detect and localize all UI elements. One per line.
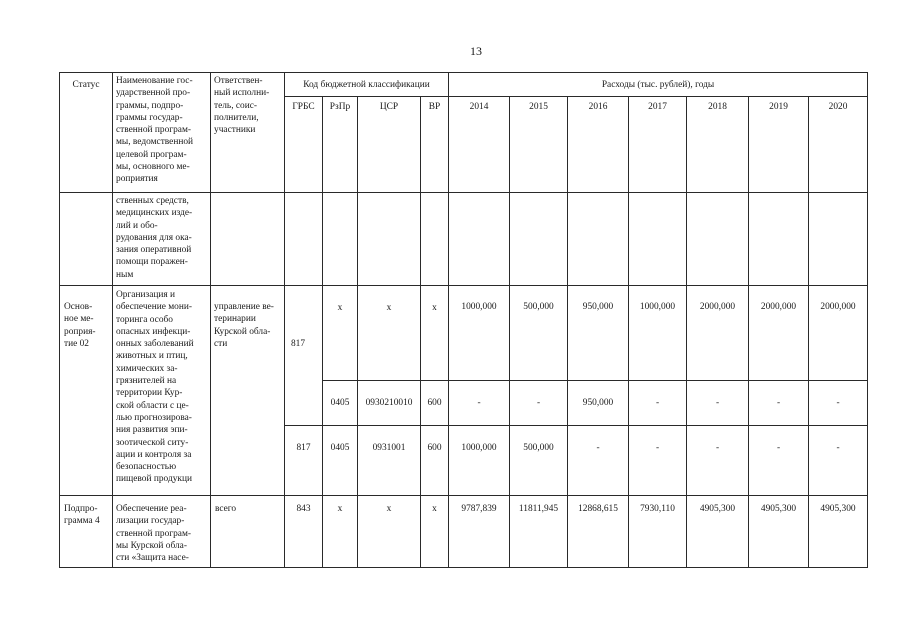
row-divider [59,285,868,286]
table-border-right [867,72,868,568]
col-divider [628,96,629,568]
cell-value: 7930,110 [640,504,675,514]
cell-value: 9787,839 [461,504,497,514]
cell-value: - [655,443,660,453]
cell-value: 12868,615 [578,504,618,514]
subprogram-name: Обеспечение реа- лизации государ- ственной програм- мы Курской обла- сти «Защита насе- [116,504,192,564]
cell-value: 950,000 [582,302,614,312]
cell-grbs: 843 [296,504,311,514]
event-name: Организация и обеспечение мони- торинга особо опасных инфекци- онных заболеваний животных и птиц, химических за- грязнителей на территории Кур- ской области с це- лью прогнозирова- ния развития эпи- зоотической ситу- ации и контроля за безопасностью пищевой продукци [116,290,194,485]
header-year: 2017 [648,102,667,112]
row-divider [59,495,868,496]
header-name: Наименование гос- ударственной про- граммы, подпро- граммы государ- ственной програм- мы, ведомственной целевой програм- мы, основного ме- роприятия [116,76,194,185]
cell-vr: х [432,504,437,514]
cell-vr: 600 [427,443,442,453]
header-year: 2019 [769,102,788,112]
cell-value: - [536,398,541,408]
row-divider [322,380,868,381]
cell-value: 1000,000 [461,302,497,312]
cell-value: 500,000 [523,302,554,312]
page-number: 13 [470,44,482,58]
cell-value: - [596,443,600,453]
header-year: 2018 [708,102,727,112]
cell-csr: х [386,504,392,514]
header-year: 2015 [529,102,548,112]
header-status: Статус [72,80,100,90]
cell-rzpr: х [337,303,343,313]
cell-value: - [776,443,781,453]
col-divider [420,96,421,568]
event-responsible: управление ве- теринарии Курской обла- сти [214,302,274,349]
cell-value: 2000,000 [699,302,736,312]
header-year: 2014 [469,102,489,112]
cell-rzpr: 0405 [330,443,350,453]
continuation-name: ственных средств, медицинских изде- лий и обо- рудования для ока- зания оперативной помощи поражен- ным [116,196,193,280]
header-year: 2016 [588,102,608,112]
table-border-bottom [59,567,868,568]
col-divider [448,72,449,568]
table-border-left [59,72,60,568]
col-divider [567,96,568,568]
col-divider [509,96,510,568]
subprogram-responsible: всего [215,504,237,514]
cell-value: - [836,398,840,408]
header-csr: ЦСР [379,102,399,112]
header-year: 2020 [828,102,848,112]
table-border-top [59,72,868,73]
col-divider [322,96,323,568]
cell-grbs: 817 [296,443,311,453]
cell-csr: 0930210010 [365,398,413,408]
header-rzpr: РзПр [329,102,351,112]
cell-value: 950,000 [582,398,614,408]
header-budget-code: Код бюджетной классификации [303,80,430,90]
cell-value: 1000,000 [639,302,676,312]
col-divider [112,72,113,568]
cell-value: 4905,300 [699,504,736,514]
cell-value: - [715,398,720,408]
header-divider [284,96,868,97]
event-grbs: 817 [290,339,306,349]
cell-vr: х [432,303,437,313]
cell-value: - [655,398,660,408]
header-bottom-line [59,192,868,193]
col-divider [686,96,687,568]
subprogram-status: Подпро- грамма 4 [64,504,100,527]
col-divider [808,96,809,568]
cell-value: - [776,398,781,408]
header-vr: ВР [428,102,441,112]
col-divider [284,72,285,568]
header-responsible: Ответствен- ный исполни- тель, соис- полнители, участники [214,76,270,136]
cell-value: 2000,000 [820,302,856,312]
col-divider [210,72,211,568]
header-grbs: ГРБС [292,102,315,112]
col-divider [748,96,749,568]
cell-rzpr: 0405 [330,398,350,408]
cell-value: - [715,443,720,453]
cell-rzpr: х [337,504,343,514]
col-divider [357,96,358,568]
cell-vr: 600 [427,398,442,408]
cell-value: 2000,000 [760,302,797,312]
cell-csr: 0931001 [372,443,406,453]
cell-csr: х [386,303,392,313]
header-expenses: Расходы (тыс. рублей), годы [601,80,715,90]
cell-value: - [477,398,481,408]
cell-value: 1000,000 [461,443,497,453]
row-divider [284,425,868,426]
cell-value: 4905,300 [820,504,856,514]
cell-value: 4905,300 [760,504,797,514]
cell-value: 500,000 [523,443,554,453]
cell-value: - [836,443,840,453]
cell-value: 11811,945 [518,504,559,514]
event-status: Основ- ное ме- роприя- тие 02 [64,302,96,349]
